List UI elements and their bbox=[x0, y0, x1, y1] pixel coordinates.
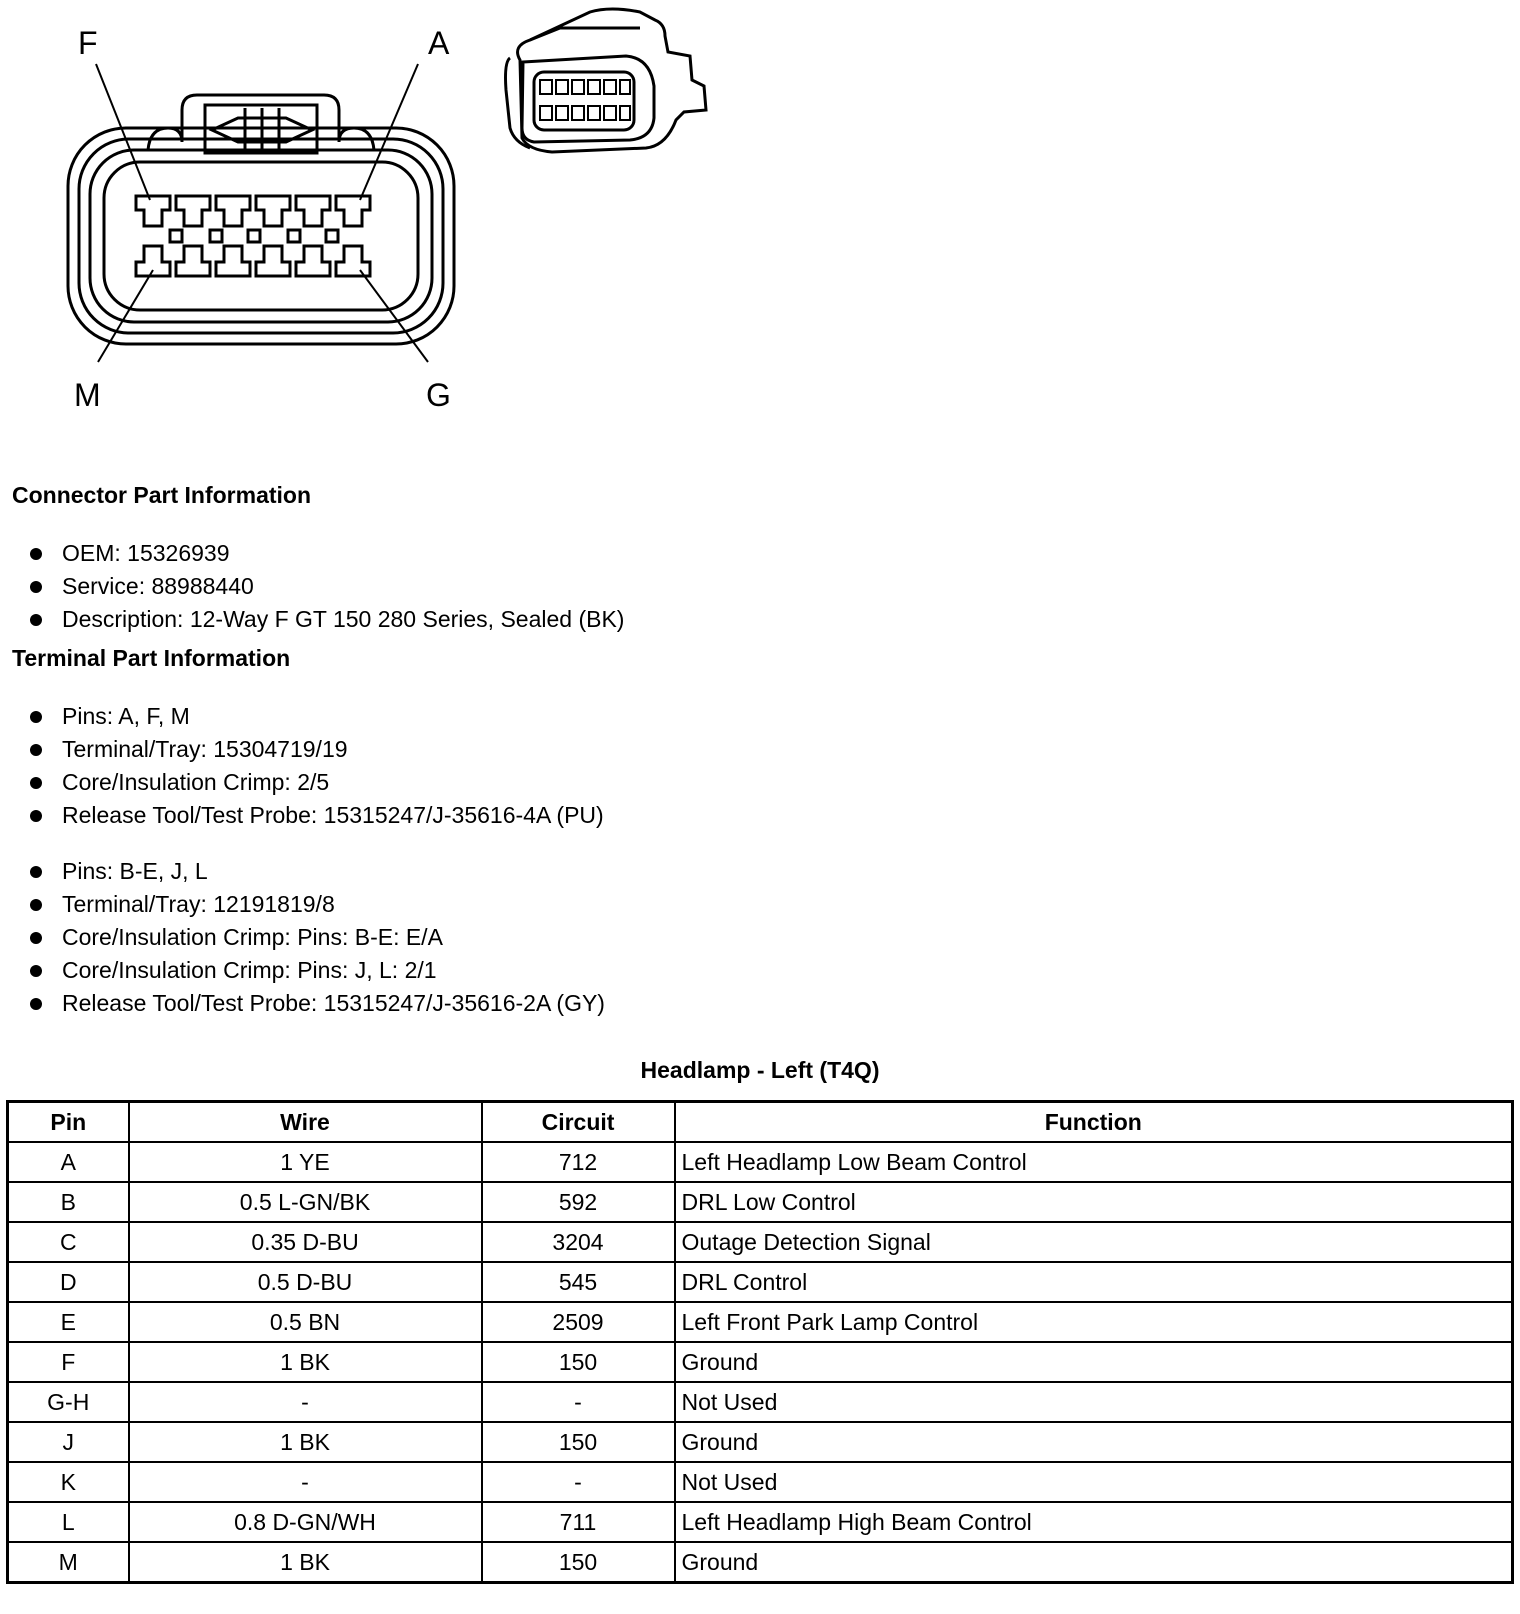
cell-pin: L bbox=[8, 1502, 129, 1542]
cell-wire: 0.5 BN bbox=[129, 1302, 482, 1342]
terminal-cavity bbox=[176, 196, 210, 226]
cell-circuit: 3204 bbox=[482, 1222, 675, 1262]
cell-wire: 0.5 D-BU bbox=[129, 1262, 482, 1302]
bullet-icon bbox=[30, 581, 42, 593]
connector-info-heading: Connector Part Information bbox=[12, 482, 312, 508]
connector-diagram bbox=[0, 0, 730, 420]
list-item-text: Core/Insulation Crimp: 2/5 bbox=[62, 769, 330, 795]
bullet-icon bbox=[30, 548, 42, 560]
cell-function: Ground bbox=[675, 1342, 1513, 1382]
cell-function: Ground bbox=[675, 1542, 1513, 1583]
cell-pin: K bbox=[8, 1462, 129, 1502]
list-item-text: Pins: B-E, J, L bbox=[62, 858, 208, 884]
cell-wire: 0.5 L-GN/BK bbox=[129, 1182, 482, 1222]
terminal-info-heading: Terminal Part Information bbox=[12, 645, 291, 671]
alignment-slot bbox=[210, 230, 222, 242]
bullet-icon bbox=[30, 899, 42, 911]
connector-3d-illustration bbox=[506, 9, 707, 152]
cell-function: DRL Low Control bbox=[675, 1182, 1513, 1222]
cell-circuit: 150 bbox=[482, 1542, 675, 1583]
list-item bbox=[30, 799, 604, 832]
pin-label-g: G bbox=[426, 377, 451, 413]
cell-wire: 0.35 D-BU bbox=[129, 1222, 482, 1262]
table-row bbox=[8, 1422, 1513, 1462]
terminal-cavity bbox=[336, 246, 370, 276]
bullet-icon bbox=[30, 777, 42, 789]
terminal-row-top bbox=[136, 196, 370, 226]
cell-wire: 1 BK bbox=[129, 1342, 482, 1382]
bullet-icon bbox=[30, 711, 42, 723]
cell-function: Ground bbox=[675, 1422, 1513, 1462]
alignment-slot bbox=[248, 230, 260, 242]
cell-circuit: 592 bbox=[482, 1182, 675, 1222]
connector-info-list bbox=[30, 537, 624, 636]
list-item bbox=[30, 733, 604, 766]
table-row bbox=[8, 1382, 1513, 1422]
cell-pin: G-H bbox=[8, 1382, 129, 1422]
terminal-cavity bbox=[216, 246, 250, 276]
alignment-slot bbox=[288, 230, 300, 242]
table-row bbox=[8, 1462, 1513, 1502]
cell-wire: 1 YE bbox=[129, 1142, 482, 1182]
list-item-text: Core/Insulation Crimp: Pins: J, L: 2/1 bbox=[62, 957, 437, 983]
bullet-icon bbox=[30, 810, 42, 822]
cell-function: Not Used bbox=[675, 1382, 1513, 1422]
list-item bbox=[30, 603, 624, 636]
cell-function: Not Used bbox=[675, 1462, 1513, 1502]
cell-pin: M bbox=[8, 1542, 129, 1583]
list-item bbox=[30, 921, 605, 954]
list-item-text: Description: 12-Way F GT 150 280 Series, Sealed (BK) bbox=[62, 606, 625, 632]
list-item-text: OEM: 15326939 bbox=[62, 540, 230, 566]
pin-function-table bbox=[6, 1100, 1514, 1584]
table-row bbox=[8, 1342, 1513, 1382]
alignment-slot bbox=[170, 230, 182, 242]
cell-circuit: - bbox=[482, 1382, 675, 1422]
cell-wire: - bbox=[129, 1462, 482, 1502]
terminal-cavity bbox=[136, 196, 170, 226]
terminal-row-middle bbox=[170, 230, 338, 242]
cell-wire: 1 BK bbox=[129, 1542, 482, 1583]
list-item-text: Pins: A, F, M bbox=[62, 703, 190, 729]
header-wire: Wire bbox=[129, 1102, 482, 1143]
cell-function: Left Front Park Lamp Control bbox=[675, 1302, 1513, 1342]
cell-pin: A bbox=[8, 1142, 129, 1182]
bullet-icon bbox=[30, 614, 42, 626]
cell-pin: E bbox=[8, 1302, 129, 1342]
pin-label-f: F bbox=[78, 25, 98, 61]
terminal-cavity bbox=[296, 196, 330, 226]
bullet-icon bbox=[30, 965, 42, 977]
alignment-slot bbox=[326, 230, 338, 242]
list-item-text: Core/Insulation Crimp: Pins: B-E: E/A bbox=[62, 924, 443, 950]
bullet-icon bbox=[30, 744, 42, 756]
list-item bbox=[30, 700, 604, 733]
header-circuit: Circuit bbox=[482, 1102, 675, 1143]
list-item bbox=[30, 954, 605, 987]
list-item bbox=[30, 766, 604, 799]
cell-circuit: 2509 bbox=[482, 1302, 675, 1342]
cell-function: DRL Control bbox=[675, 1262, 1513, 1302]
cell-circuit: - bbox=[482, 1462, 675, 1502]
list-item-text: Release Tool/Test Probe: 15315247/J-35616-4A (PU) bbox=[62, 802, 604, 828]
table-title: Headlamp - Left (T4Q) bbox=[640, 1057, 880, 1083]
terminal-info-group-1 bbox=[30, 700, 604, 832]
list-item bbox=[30, 855, 605, 888]
terminal-cavity bbox=[176, 246, 210, 276]
cell-pin: C bbox=[8, 1222, 129, 1262]
terminal-cavity bbox=[256, 246, 290, 276]
table-row bbox=[8, 1222, 1513, 1262]
cell-pin: J bbox=[8, 1422, 129, 1462]
pin-label-m: M bbox=[74, 377, 101, 413]
cell-wire: 0.8 D-GN/WH bbox=[129, 1502, 482, 1542]
cell-circuit: 150 bbox=[482, 1342, 675, 1382]
cell-function: Left Headlamp High Beam Control bbox=[675, 1502, 1513, 1542]
cell-wire: - bbox=[129, 1382, 482, 1422]
cell-circuit: 712 bbox=[482, 1142, 675, 1182]
cell-circuit: 711 bbox=[482, 1502, 675, 1542]
cell-function: Outage Detection Signal bbox=[675, 1222, 1513, 1262]
table-row bbox=[8, 1542, 1513, 1583]
list-item bbox=[30, 888, 605, 921]
terminal-row-bottom bbox=[136, 246, 370, 276]
cell-circuit: 545 bbox=[482, 1262, 675, 1302]
cell-wire: 1 BK bbox=[129, 1422, 482, 1462]
cell-pin: B bbox=[8, 1182, 129, 1222]
pin-label-a: A bbox=[428, 25, 450, 61]
list-item-text: Terminal/Tray: 12191819/8 bbox=[62, 891, 335, 917]
list-item-text: Service: 88988440 bbox=[62, 573, 254, 599]
header-pin: Pin bbox=[8, 1102, 129, 1143]
list-item-text: Release Tool/Test Probe: 15315247/J-35616-2A (GY) bbox=[62, 990, 605, 1016]
list-item-text: Terminal/Tray: 15304719/19 bbox=[62, 736, 348, 762]
table-row bbox=[8, 1302, 1513, 1342]
table-row bbox=[8, 1182, 1513, 1222]
cell-pin: D bbox=[8, 1262, 129, 1302]
terminal-cavity bbox=[256, 196, 290, 226]
bullet-icon bbox=[30, 932, 42, 944]
list-item bbox=[30, 570, 624, 603]
terminal-cavity bbox=[296, 246, 330, 276]
table-header-row bbox=[8, 1102, 1513, 1143]
list-item bbox=[30, 987, 605, 1020]
cell-circuit: 150 bbox=[482, 1422, 675, 1462]
bullet-icon bbox=[30, 998, 42, 1010]
terminal-info-group-2 bbox=[30, 855, 605, 1020]
terminal-cavity bbox=[336, 196, 370, 226]
table-row bbox=[8, 1502, 1513, 1542]
table-row bbox=[8, 1142, 1513, 1182]
table-row bbox=[8, 1262, 1513, 1302]
cell-pin: F bbox=[8, 1342, 129, 1382]
list-item bbox=[30, 537, 624, 570]
terminal-cavity bbox=[216, 196, 250, 226]
bullet-icon bbox=[30, 866, 42, 878]
header-function: Function bbox=[675, 1102, 1513, 1143]
cell-function: Left Headlamp Low Beam Control bbox=[675, 1142, 1513, 1182]
